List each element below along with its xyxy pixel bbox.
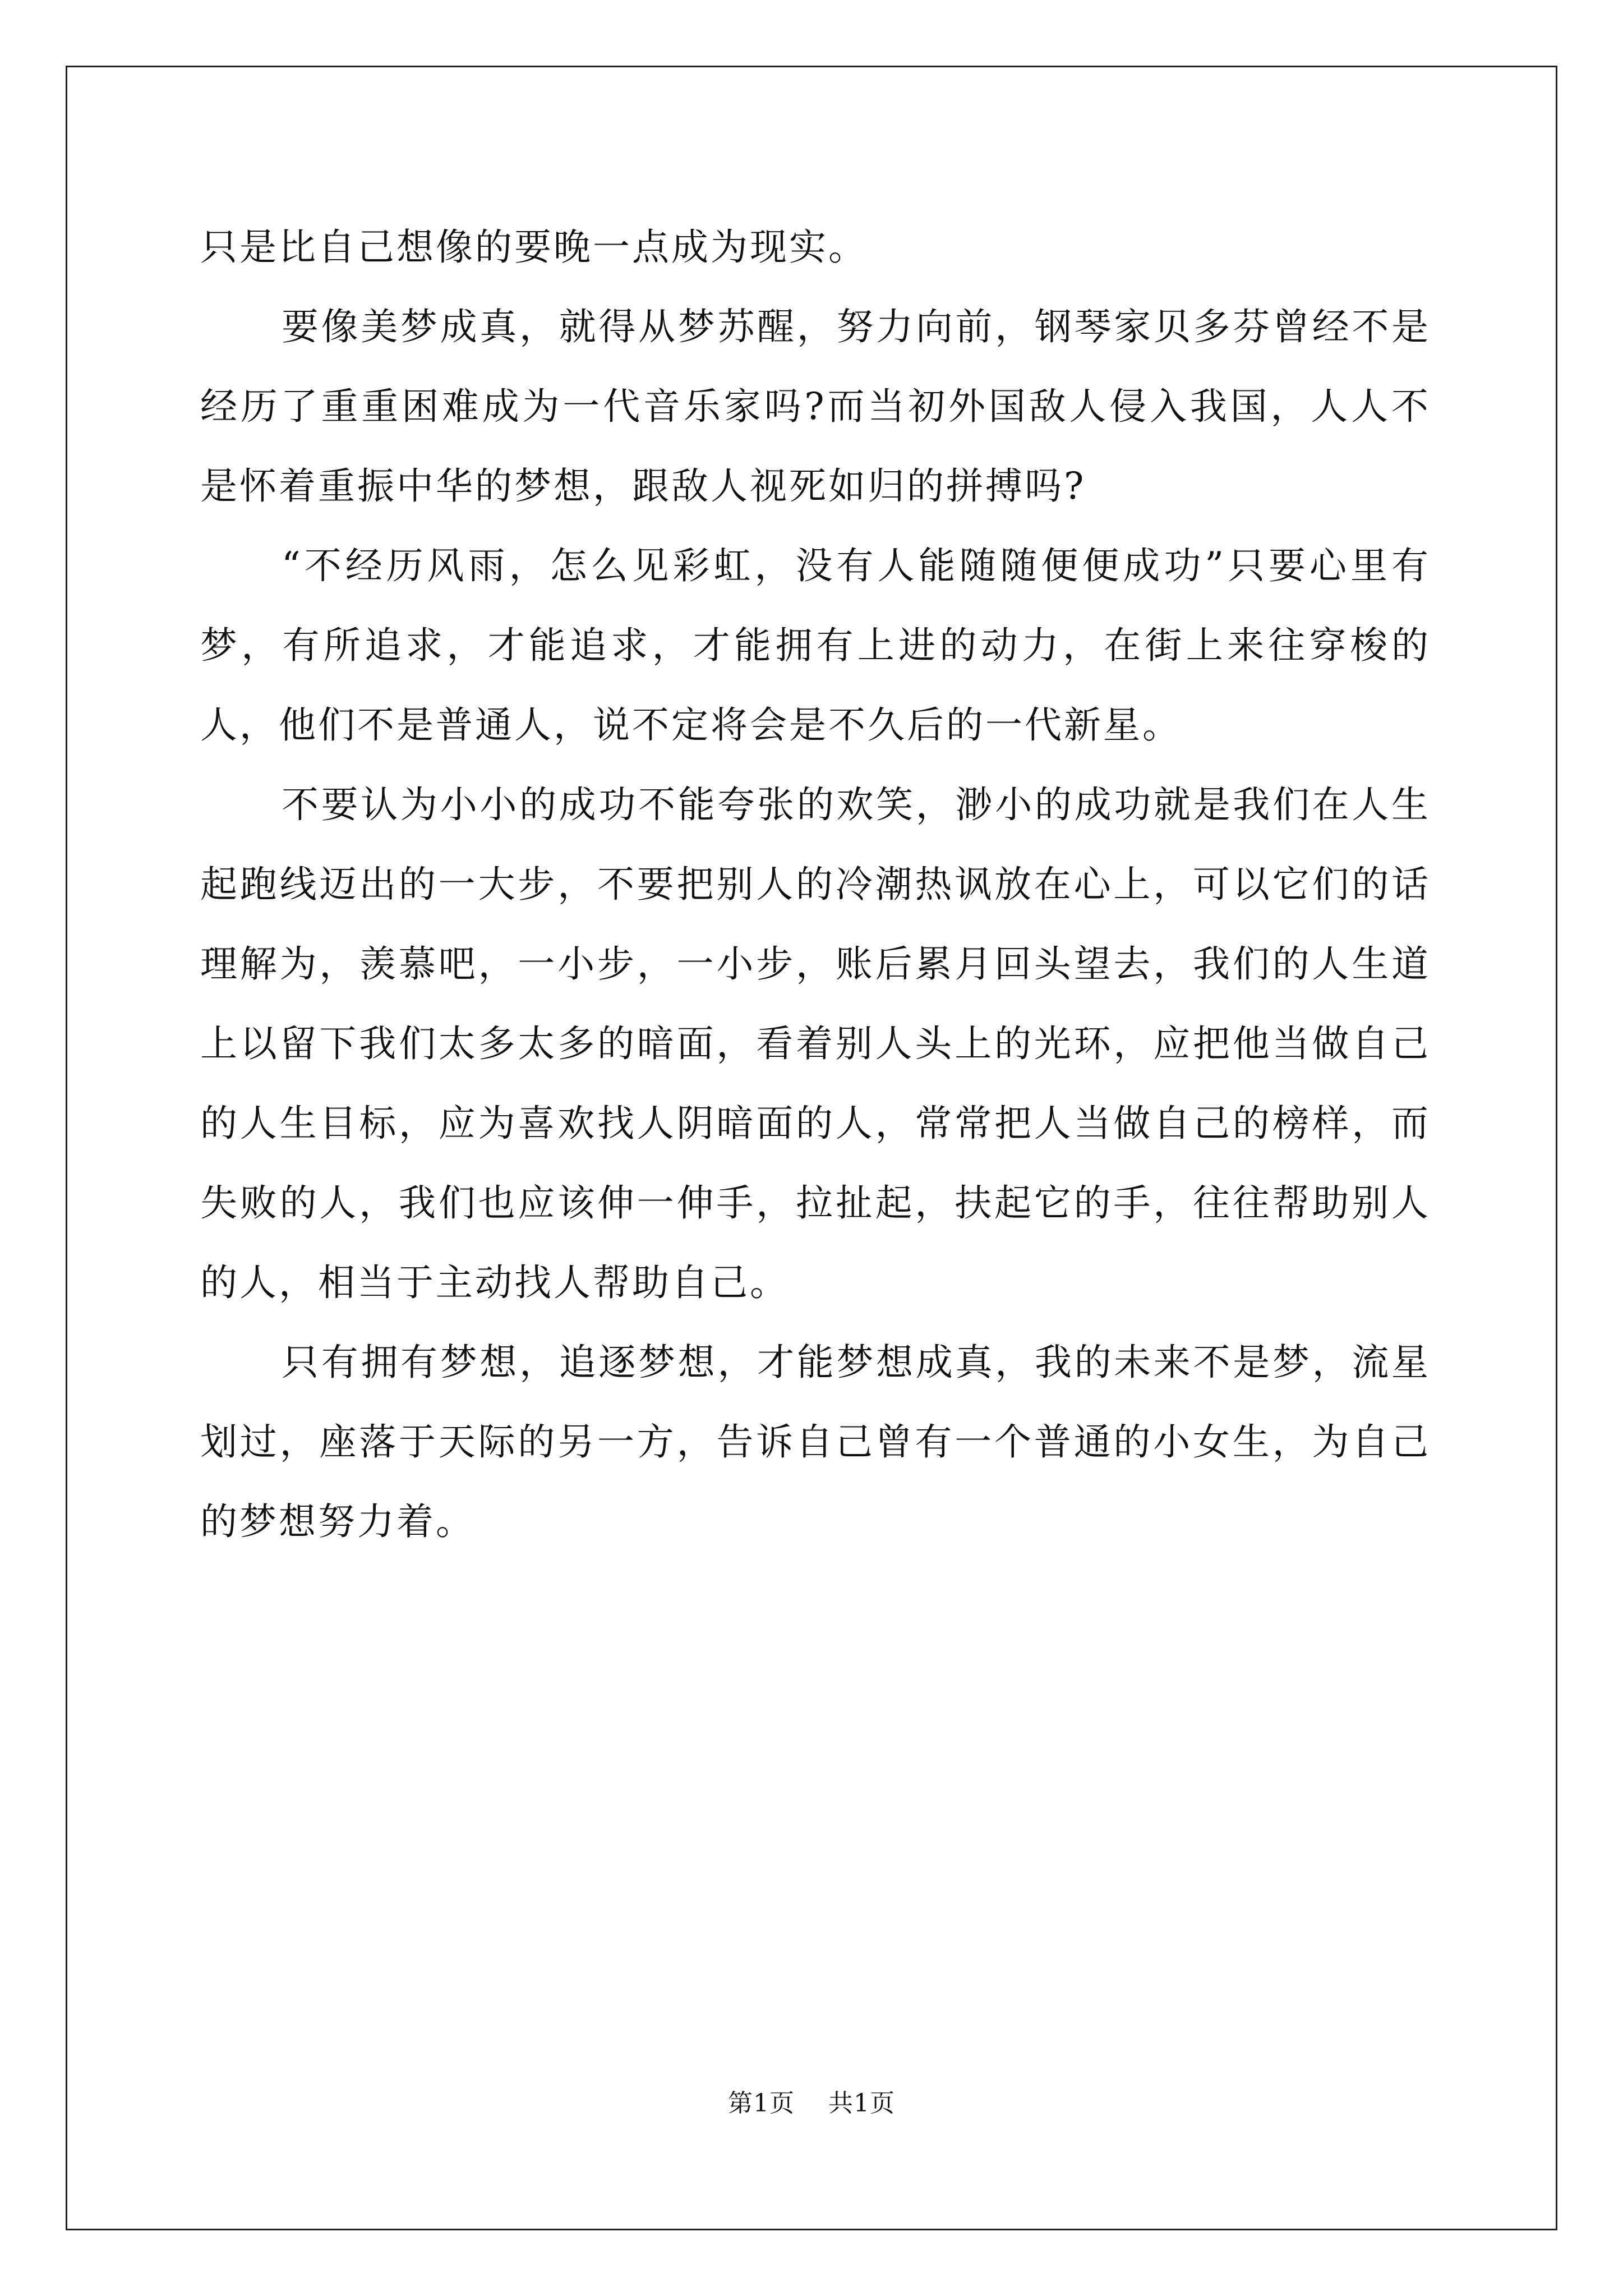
page-footer (0, 2087, 1623, 2120)
paragraph-3: “不经历风雨，怎么见彩虹，没有人能随随便便成功”只要心里有梦，有所追求，才能追求，才能拥有上进的动力，在街上来往穿梭的人，他们不是普通人，说不定将会是不久后的一代新星。 (200, 544, 1431, 747)
paragraph-2: 要像美梦成真，就得从梦苏醒，努力向前，钢琴家贝多芬曾经不是经历了重重困难成为一代音乐家吗?而当初外国敌人侵入我国，人人不是怀着重振中华的梦想，跟敌人视死如归的拼搏吗? (200, 305, 1431, 508)
document-body (200, 208, 1431, 1562)
paragraph-5: 只有拥有梦想，追逐梦想，才能梦想成真，我的未来不是梦，流星划过，座落于天际的另一方，告诉自己曾有一个普通的小女生，为自己的梦想努力着。 (200, 1341, 1431, 1543)
paragraph-4: 不要认为小小的成功不能夸张的欢笑，渺小的成功就是我们在人生起跑线迈出的一大步，不要把别人的冷潮热讽放在心上，可以它们的话理解为，羡慕吧，一小步，一小步，账后累月回头望去，我们的人生道上以留下我们太多太多的暗面，看着别人头上的光环，应把他当做自己的人生目标，应为喜欢找人阴暗面的人，常常把人当做自己的榜样，而失败的人，我们也应该伸一伸手，拉扯起，扶起它的手，往往帮助别人的人，相当于主动找人帮助自己。 (200, 783, 1431, 1304)
page-number: 第1页 (728, 2089, 795, 2118)
page-total: 共1页 (828, 2089, 895, 2118)
paragraph-1: 只是比自己想像的要晚一点成为现实。 (200, 226, 868, 269)
